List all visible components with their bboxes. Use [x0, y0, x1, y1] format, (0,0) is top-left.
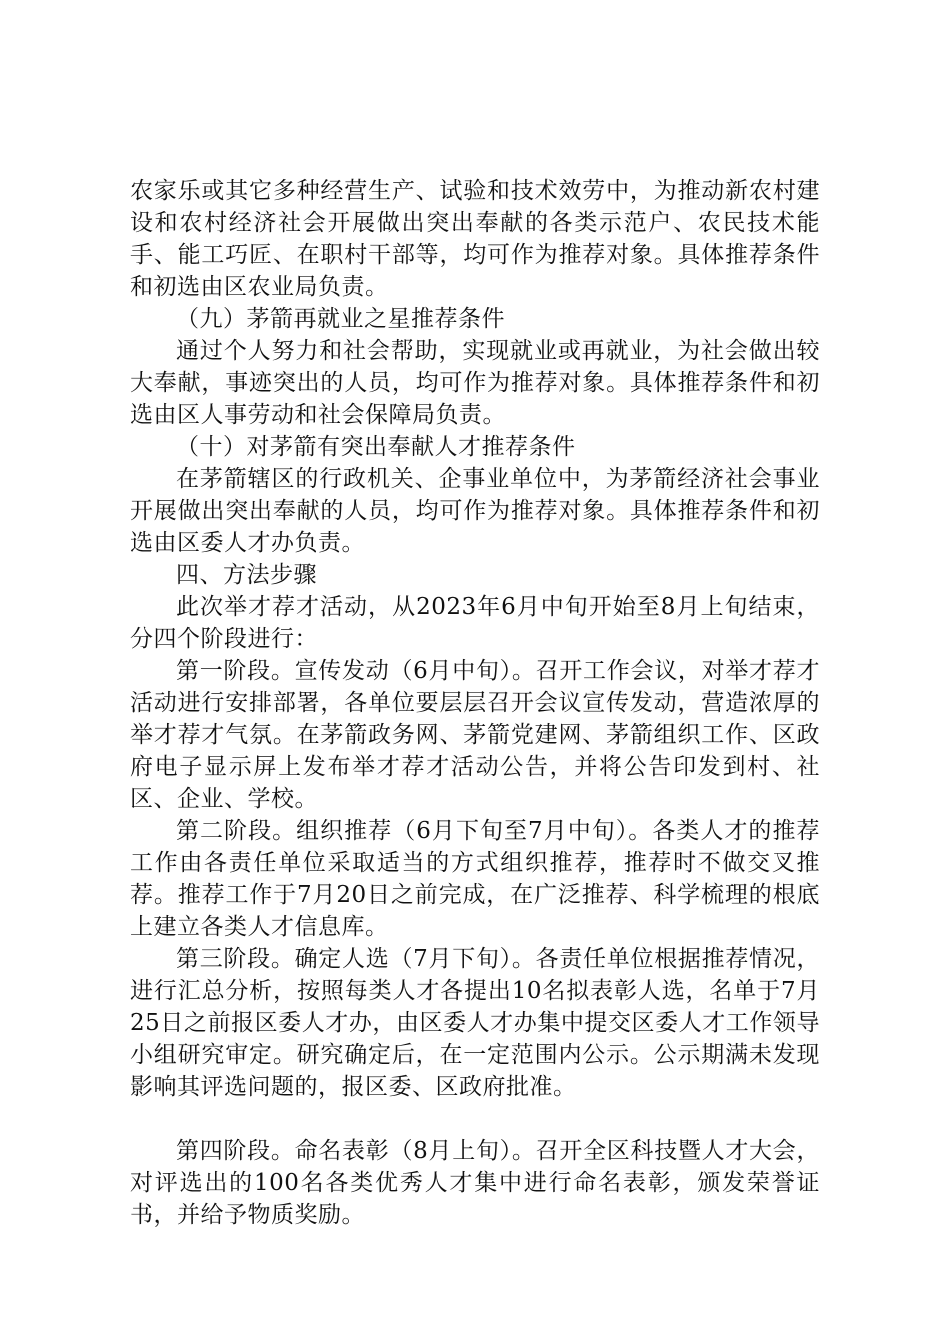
paragraph-continuation: 农家乐或其它多种经营生产、试验和技术效劳中，为推动新农村建设和农村经济社会开展做出突出奉献的各类示范户、农民技术能手、能工巧匠、在职村干部等，均可作为推荐对象。具体推荐条件和初选由区农业局负责。: [130, 178, 820, 300]
blank-line: [130, 1103, 820, 1135]
paragraph-stage-two: 第二阶段。组织推荐（6月下旬至7月中旬）。各类人才的推荐工作由各责任单位采取适当的方式组织推荐，推荐时不做交叉推荐。推荐工作于7月20日之前完成，在广泛推荐、科学梳理的根底上建立各类人才信息库。: [130, 818, 820, 940]
document-body: [130, 175, 820, 1231]
paragraph-stage-one: 第一阶段。宣传发动（6月中旬）。召开工作会议，对举才荐才活动进行安排部署，各单位要层层召开会议宣传发动，营造浓厚的举才荐才气氛。在茅箭政务网、茅箭党建网、茅箭组织工作、区政府电子显示屏上发布举才荐才活动公告，并将公告印发到村、社区、企业、学校。: [130, 658, 820, 812]
section-heading-methods: 四、方法步骤: [176, 562, 317, 588]
paragraph-stage-three: 第三阶段。确定人选（7月下旬）。各责任单位根据推荐情况，进行汇总分析，按照每类人才各提出10名拟表彰人选，名单于7月25日之前报区委人才办，由区委人才办集中提交区委人才工作领导小组研究审定。研究确定后，在一定范围内公示。公示期满未发现影响其评选问题的，报区委、区政府批准。: [130, 946, 820, 1100]
paragraph-schedule: 此次举才荐才活动，从2023年6月中旬开始至8月上旬结束，分四个阶段进行：: [130, 594, 820, 652]
paragraph-reemployment-star: 通过个人努力和社会帮助，实现就业或再就业，为社会做出较大奉献，事迹突出的人员，均可作为推荐对象。具体推荐条件和初选由区人事劳动和社会保障局负责。: [130, 338, 820, 428]
heading-reemployment-star: （九）茅箭再就业之星推荐条件: [176, 306, 505, 332]
heading-outstanding-talent: （十）对茅箭有突出奉献人才推荐条件: [176, 434, 576, 460]
paragraph-stage-four: 第四阶段。命名表彰（8月上旬）。召开全区科技暨人才大会，对评选出的100名各类优秀人才集中进行命名表彰，颁发荣誉证书，并给予物质奖励。: [130, 1138, 820, 1228]
paragraph-outstanding-talent: 在茅箭辖区的行政机关、企事业单位中，为茅箭经济社会事业开展做出突出奉献的人员，均可作为推荐对象。具体推荐条件和初选由区委人才办负责。: [130, 466, 820, 556]
